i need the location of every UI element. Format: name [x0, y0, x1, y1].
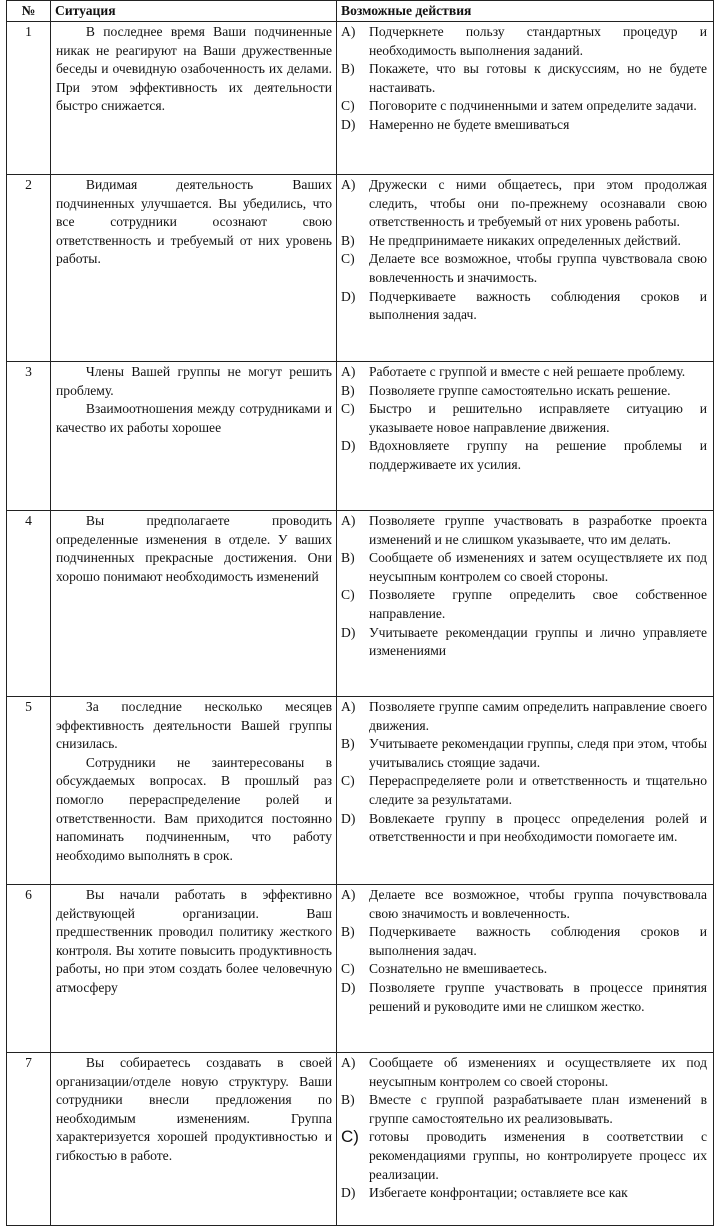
action-option	[341, 886, 707, 923]
action-option	[341, 586, 707, 623]
action-option	[341, 288, 707, 325]
table-row	[7, 362, 714, 511]
option-letter: B)	[341, 61, 355, 77]
action-option	[341, 1184, 707, 1203]
situation-paragraph: В последнее время Ваши подчиненные никак не реагируют на Ваши дружественные беседы и очевидную озабоченность их делами. При этом эффективность их деятельности быстро снижается.	[56, 24, 332, 114]
table-row	[7, 22, 714, 175]
option-text: Работаете с группой и вместе с ней решаете проблему.	[369, 364, 686, 379]
option-text: Вдохновляете группу на решение проблемы и поддерживаете их усилия.	[369, 438, 707, 472]
actions-cell	[337, 362, 714, 511]
table-row	[7, 175, 714, 362]
option-letter: D)	[341, 116, 356, 132]
option-text: Вместе с группой разрабатываете план изменений в группе самостоятельно их реализовывать.	[369, 1092, 707, 1126]
header-number: №	[7, 1, 51, 22]
situation-number: 7	[7, 1053, 51, 1226]
option-text: Намеренно не будете вмешиваться	[369, 116, 570, 132]
actions-cell	[337, 697, 714, 885]
table-row	[7, 885, 714, 1053]
action-option	[341, 810, 707, 847]
action-option	[341, 382, 707, 401]
action-option	[341, 624, 707, 661]
situation-paragraph: Сотрудники не заинтересованы в обсуждаемых вопросах. В прошлый раз помогло перераспределение ролей и ответственности. Вам приходится постоянно напоминать подчиненным, что работу необходимо выполнять в срок.	[56, 754, 332, 863]
action-option	[341, 250, 707, 287]
option-text: Избегаете конфронтации; оставляете все как	[369, 1185, 628, 1201]
option-text: Сообщаете об изменениях и затем осуществляете их под неусыпным контролем со своей стороны.	[369, 550, 707, 584]
action-option	[341, 923, 707, 960]
actions-cell	[337, 511, 714, 697]
action-option	[341, 97, 707, 116]
situation-number: 2	[7, 175, 51, 362]
table-header-row	[7, 1, 714, 22]
option-letter: B)	[341, 550, 355, 566]
option-letter: D)	[341, 979, 356, 995]
header-actions: Возможные действия	[337, 1, 714, 22]
situation-paragraph: Члены Вашей группы не могут решить проблему.	[56, 364, 332, 398]
option-text: Сознательно не вмешиваетесь.	[369, 961, 548, 977]
option-letter: D)	[341, 438, 356, 454]
header-situation: Ситуация	[51, 1, 337, 22]
action-option	[341, 772, 707, 809]
action-option	[341, 60, 707, 97]
action-option	[341, 979, 707, 1016]
action-option	[341, 1054, 707, 1091]
option-text: Дружески с ними общаетесь, при этом продолжая следить, чтобы они по-прежнему осознавали свою ответственность и требуемый от них уровень работы.	[369, 177, 707, 230]
option-letter: C)	[341, 251, 355, 267]
option-text: Учитываете рекомендации группы, следя при этом, чтобы учитывались стоящие задачи.	[369, 736, 707, 770]
option-letter: C)	[341, 98, 355, 114]
situation-cell	[51, 885, 337, 1053]
option-text: Вовлекаете группу в процесс определения ролей и ответственности и при необходимости помогаете им.	[369, 810, 707, 845]
action-option	[341, 549, 707, 586]
action-option	[341, 698, 707, 735]
action-option	[341, 437, 707, 474]
situation-number: 4	[7, 511, 51, 697]
option-text: Сообщаете об изменениях и осуществляете их под неусыпным контролем со своей стороны.	[369, 1055, 707, 1089]
option-text: Покажете, что вы готовы к дискуссиям, но не будете настаивать.	[369, 61, 707, 95]
option-letter: B)	[341, 232, 355, 248]
option-text: Делаете все возможное, чтобы группа почувствовала свою значимость и вовлеченность.	[369, 887, 707, 921]
action-option	[341, 960, 707, 979]
situation-cell	[51, 22, 337, 175]
action-option	[341, 232, 707, 251]
option-text: Делаете все возможное, чтобы группа чувствовала свою вовлеченность и значимость.	[369, 251, 707, 285]
option-letter: C)	[341, 773, 355, 789]
action-option	[341, 116, 707, 135]
option-letter: C)	[341, 401, 355, 417]
option-text: Позволяете группе участвовать в процессе принятия решений и руководите ими не слишком жестко.	[369, 979, 707, 1014]
action-option	[341, 735, 707, 772]
situation-number: 3	[7, 362, 51, 511]
actions-cell	[337, 22, 714, 175]
situation-paragraph: Вы предполагаете проводить определенные изменения в отделе. У ваших подчиненных прекрасные достижения. Они хорошо понимают необходимость изменений	[56, 513, 332, 584]
actions-cell	[337, 175, 714, 362]
option-letter: D)	[341, 624, 356, 640]
situation-number: 6	[7, 885, 51, 1053]
option-letter: B)	[341, 1092, 355, 1108]
option-letter: A)	[341, 513, 356, 528]
option-letter: A)	[341, 364, 356, 379]
option-letter: A)	[341, 177, 356, 192]
situation-cell	[51, 697, 337, 885]
situation-cell	[51, 1053, 337, 1226]
option-text: Перераспределяете роли и ответственность и тщательно следите за результатами.	[369, 773, 707, 807]
table-body	[7, 22, 714, 1226]
situation-paragraph: Вы собираетесь создавать в своей организации/отделе новую структуру. Ваши сотрудники внесли предложения по необходимым изменениям. Группа характеризуется хорошей продуктивностью и гибкостью в работе.	[56, 1055, 332, 1163]
option-letter: A)	[341, 699, 356, 714]
option-letter: A)	[341, 1055, 356, 1070]
option-letter: D)	[341, 810, 356, 826]
option-letter: A)	[341, 24, 356, 39]
option-text: Подчеркиваете важность соблюдения сроков и выполнения задач.	[369, 288, 707, 323]
option-text: Позволяете группе самим определить направление своего движения.	[369, 699, 707, 733]
option-text: Поговорите с подчиненными и затем определите задачи.	[369, 98, 697, 114]
option-letter: B)	[341, 736, 355, 752]
option-letter: C)	[341, 961, 355, 977]
action-option	[341, 176, 707, 232]
situation-number: 5	[7, 697, 51, 885]
situation-cell	[51, 175, 337, 362]
action-option	[341, 512, 707, 549]
option-letter: B)	[341, 924, 355, 940]
situation-paragraph: Вы начали работать в эффективно действующей организации. Ваш предшественник проводил политику жесткого контроля. Вы хотите повысить продуктивность работы, но при этом создать более человечную атмосферу	[56, 887, 332, 995]
situation-number: 1	[7, 22, 51, 175]
option-letter: C)	[341, 1127, 359, 1147]
option-text: Позволяете группе самостоятельно искать решение.	[369, 382, 671, 398]
action-option	[341, 363, 707, 382]
option-text: Подчеркнете пользу стандартных процедур и необходимость выполнения заданий.	[369, 24, 707, 58]
option-letter: B)	[341, 382, 355, 398]
option-text: Не предпринимаете никаких определенных действий.	[369, 232, 681, 248]
situations-table	[6, 0, 714, 1226]
actions-cell	[337, 885, 714, 1053]
table-row	[7, 511, 714, 697]
option-text: Позволяете группе участвовать в разработке проекта изменений и не слишком указываете, что им делать.	[369, 513, 707, 547]
option-text: готовы проводить изменения в соответствии с рекомендациями группы, но контролируете процесс их реализации.	[369, 1129, 707, 1182]
situation-cell	[51, 362, 337, 511]
action-option	[341, 1091, 707, 1128]
situation-cell	[51, 511, 337, 697]
table-row	[7, 697, 714, 885]
action-option	[341, 400, 707, 437]
option-letter: D)	[341, 1185, 356, 1201]
option-letter: D)	[341, 288, 356, 304]
situation-paragraph: Взаимоотношения между сотрудниками и качество их работы хорошее	[56, 401, 332, 435]
table-row	[7, 1053, 714, 1226]
situation-paragraph: За последние несколько месяцев эффективность деятельности Вашей группы снизилась.	[56, 699, 332, 752]
option-text: Учитываете рекомендации группы и лично управляете изменениями	[369, 624, 707, 659]
action-option	[341, 23, 707, 60]
option-text: Позволяете группе определить свое собственное направление.	[369, 587, 707, 621]
option-text: Подчеркиваете важность соблюдения сроков и выполнения задач.	[369, 924, 707, 958]
option-letter: C)	[341, 587, 355, 603]
document-page	[6, 0, 713, 1226]
option-text: Быстро и решительно исправляете ситуацию и указываете новое направление движения.	[369, 401, 707, 435]
actions-cell	[337, 1053, 714, 1226]
option-letter: A)	[341, 887, 356, 902]
situation-paragraph: Видимая деятельность Ваших подчиненных улучшается. Вы убедились, что все сотрудники осознают свою ответственность и требуемый от них уровень работы.	[56, 177, 332, 267]
action-option	[341, 1128, 707, 1184]
